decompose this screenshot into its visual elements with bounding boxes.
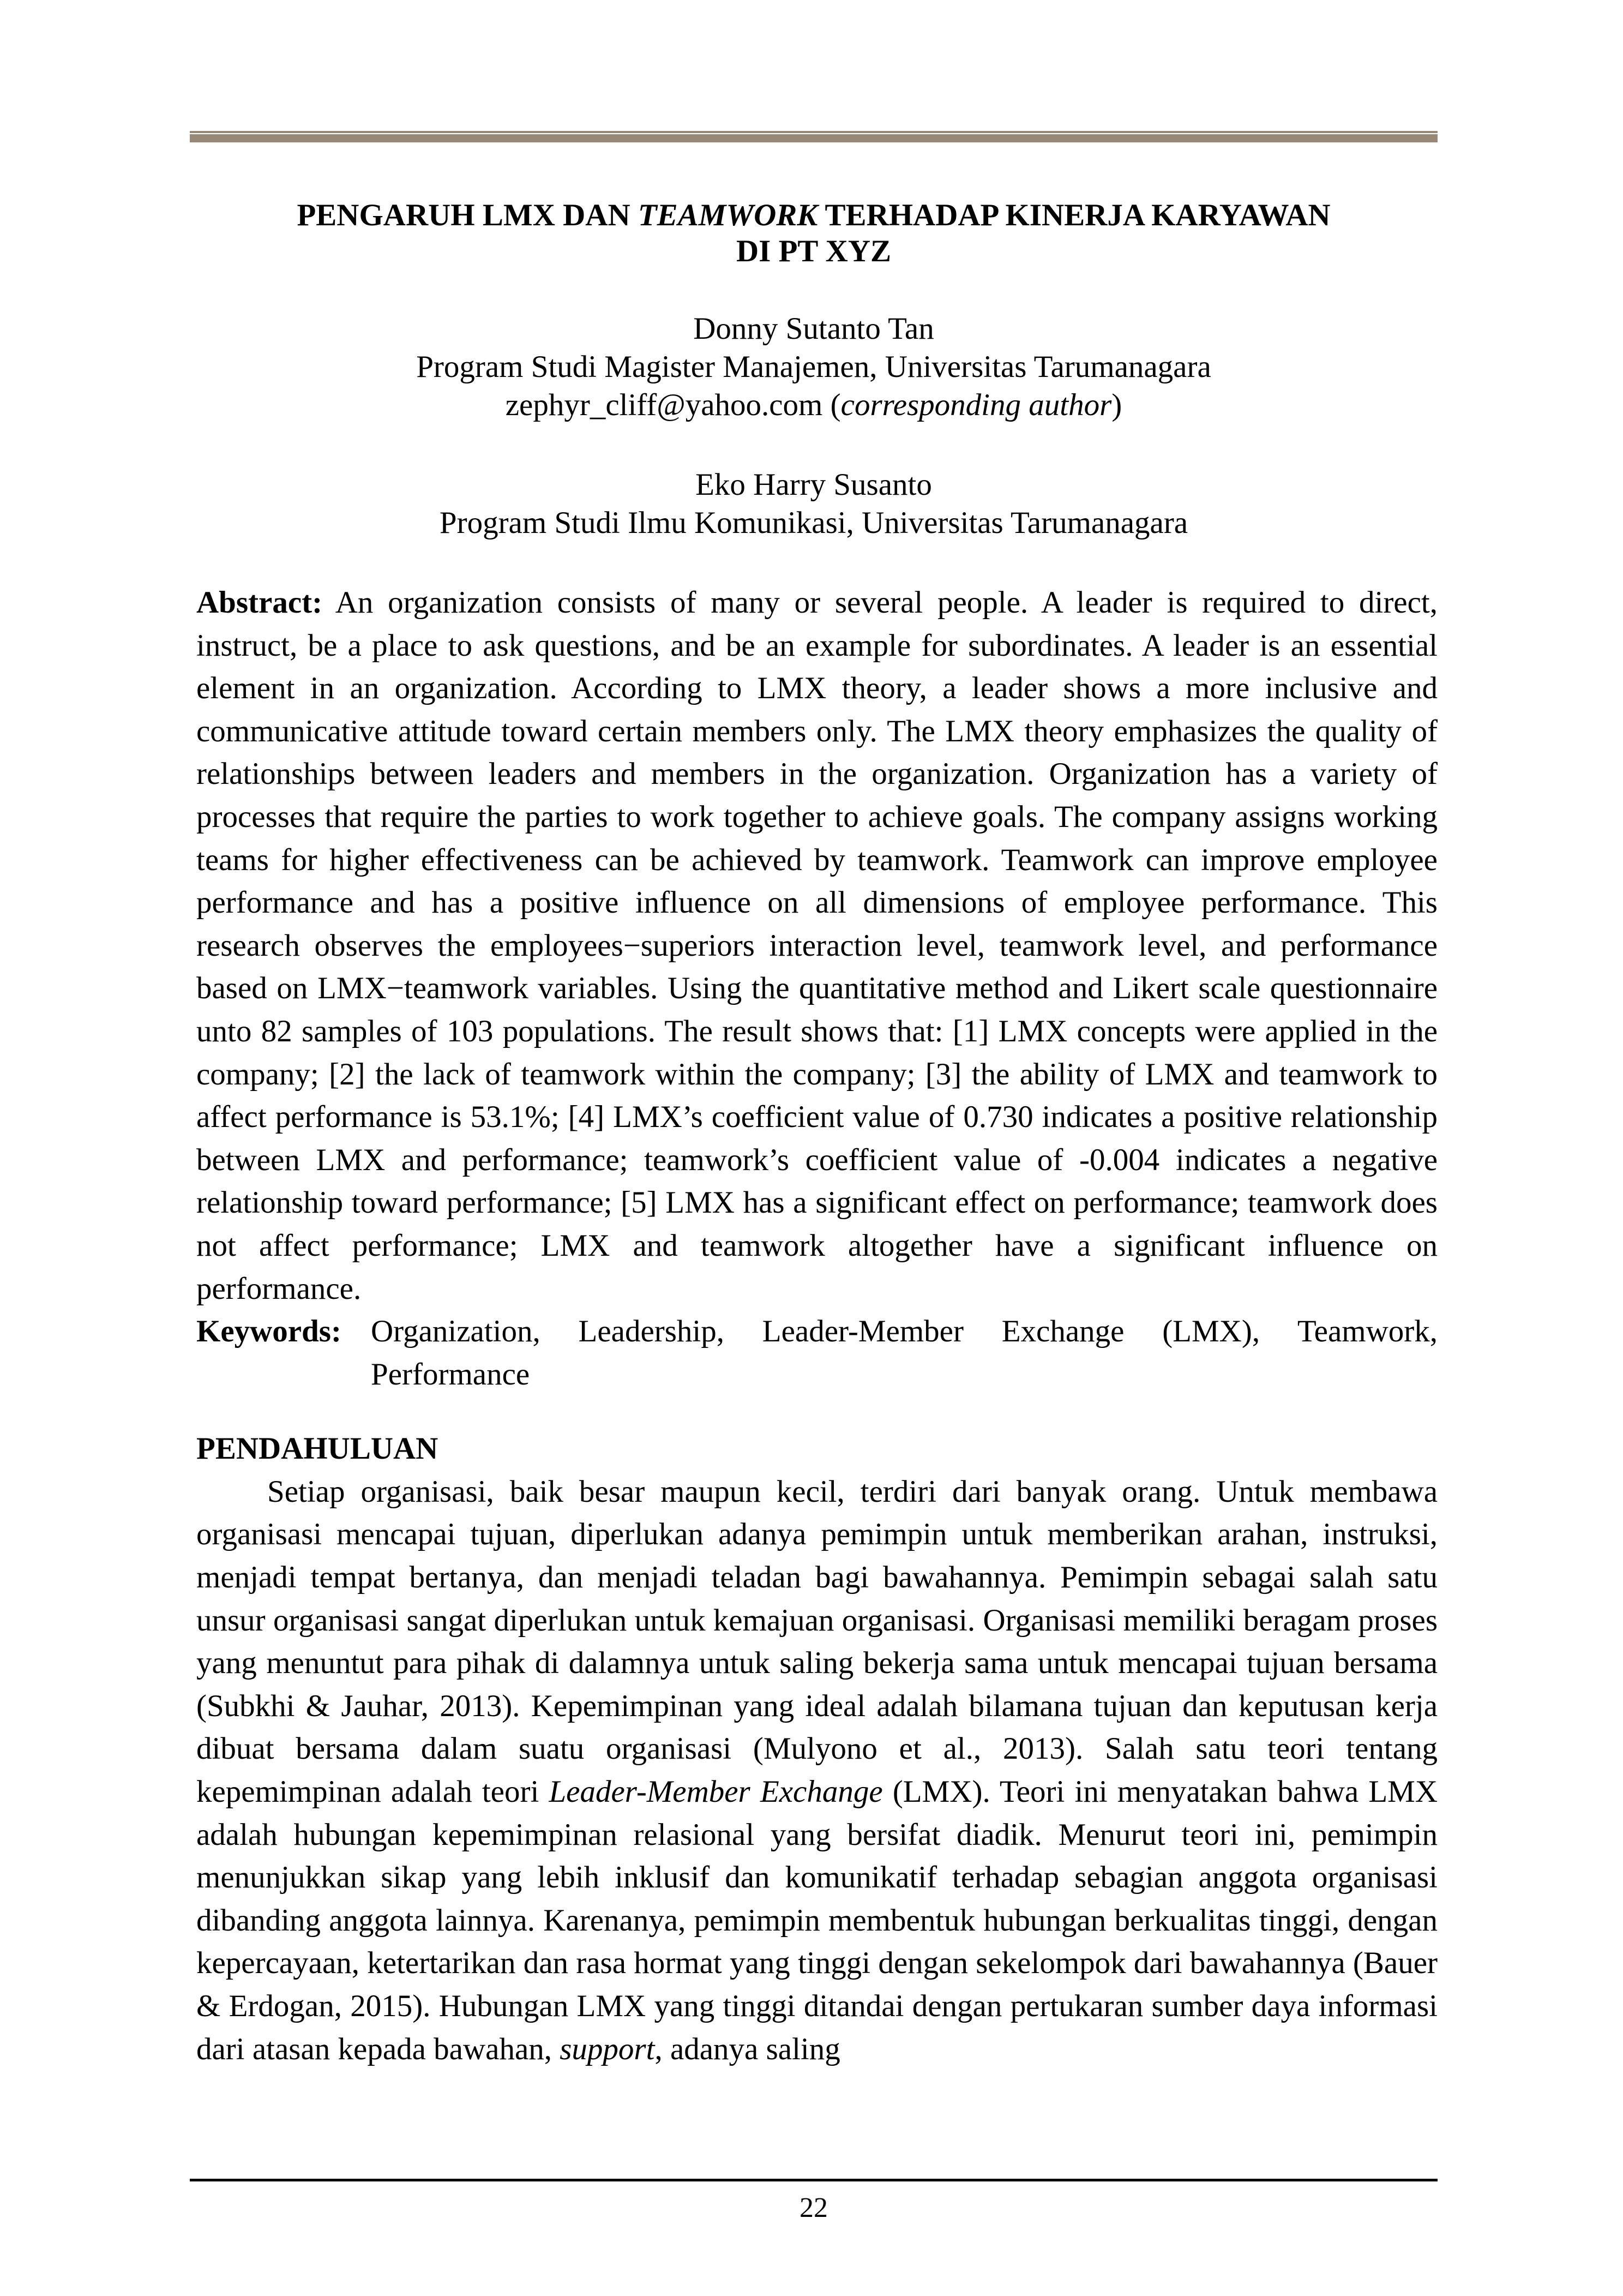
italic-term: support xyxy=(560,2031,655,2066)
page-number: 22 xyxy=(800,2192,828,2223)
abstract-text: An organization consists of many or several people. A leader is required to direct, instruct, be a place to ask questions, and be an example for subordinates. A leader is an essential element in an organization. According to LMX theory, a leader shows a more inclusive and communicative attitude toward certain members only. The LMX theory emphasizes the quality of relationships between leaders and members in the organization. Organization has a variety of processes that require the parties to work together to achieve goals. The company assigns working teams for higher effectiveness can be achieved by teamwork. Teamwork can improve employee performance and has a positive influence on all dimensions of employee performance. This research observes the employees−superiors interaction level, teamwork level, and performance based on LMX−teamwork variables. Using the quantitative method and Likert scale questionnaire unto 82 samples of 103 populations. The result shows that: [1] LMX concepts were applied in the company; [2] the lack of teamwork within the company; [3] the ability of LMX and teamwork to affect performance is 53.1%; [4] LMX’s coefficient value of 0.730 indicates a positive relationship between LMX and performance; teamwork’s coefficient value of -0.004 indicates a negative relationship toward performance; [5] LMX has a significant effect on performance; teamwork does not affect performance; LMX and teamwork altogether have a significant influence on performance. xyxy=(196,585,1438,1306)
title-line-2: DI PT XYZ xyxy=(736,234,891,268)
body-paragraph: Setiap organisasi, baik besar maupun kecil, terdiri dari banyak orang. Untuk membawa organisasi mencapai tujuan, diperlukan adanya pemimpin untuk memberikan arahan, instruksi, menjadi tempat bertanya, dan menjadi teladan bagi bawahannya. Pemimpin sebagai salah satu unsur organisasi sangat diperlukan untuk kemajuan organisasi. Organisasi memiliki beragam proses yang menuntut para pihak di dalamnya untuk saling bekerja sama untuk mencapai tujuan bersama (Subkhi & Jauhar, 2013). Kepemimpinan yang ideal adalah bilamana tujuan dan keputusan kerja dibuat bersama dalam suatu organisasi (Mulyono et al., 2013). Salah satu teori tentang kepemimpinan adalah teori Leader-Member Exchange (LMX). Teori ini menyatakan bahwa LMX adalah hubungan kepemimpinan relasional yang bersifat diadik. Menurut teori ini, pemimpin menunjukkan sikap yang lebih inklusif dan komunikatif terhadap sebagian anggota organisasi dibanding anggota lainnya. Karenanya, pemimpin membentuk hubungan berkualitas tinggi, dengan kepercayaan, ketertarikan dan rasa hormat yang tinggi dengan sekelompok dari bawahannya (Bauer & Erdogan, 2015). Hubungan LMX yang tinggi ditandai dengan pertukaran sumber daya informasi dari atasan kepada bawahan, support, adanya saling xyxy=(196,1474,1438,2066)
author-email-line: zephyr_cliff@yahoo.com (corresponding author) xyxy=(505,388,1122,422)
italic-term: Leader-Member Exchange xyxy=(549,1775,883,1809)
header-rule-thick xyxy=(190,134,1438,142)
author-spacer xyxy=(190,424,1438,466)
abstract-label: Abstract: xyxy=(196,585,323,620)
title-italic-word: TEAMWORK xyxy=(638,198,818,232)
author-name: Donny Sutanto Tan xyxy=(693,311,934,346)
main-content xyxy=(196,582,1438,2071)
section-heading-pendahuluan: PENDAHULUAN xyxy=(196,1431,438,1466)
author-name: Eko Harry Susanto xyxy=(695,467,932,502)
abstract xyxy=(196,582,1438,1310)
keywords-text: Organization, Leadership, Leader-Member Exchange (LMX), Teamwork, Performance xyxy=(371,1314,1438,1392)
paper-title xyxy=(190,197,1438,269)
keywords xyxy=(196,1310,1438,1396)
footer-rule xyxy=(190,2179,1438,2181)
header-rule-thin xyxy=(190,131,1438,133)
author-affiliation: Program Studi Magister Manajemen, Universitas Tarumanagara xyxy=(416,350,1211,384)
author-block xyxy=(190,310,1438,542)
title-line-1: PENGARUH LMX DAN TEAMWORK TERHADAP KINERJA KARYAWAN xyxy=(297,198,1331,232)
author-affiliation: Program Studi Ilmu Komunikasi, Universitas Tarumanagara xyxy=(439,506,1188,540)
author-email[interactable]: zephyr_cliff@yahoo.com xyxy=(505,388,823,422)
corresponding-author-note: corresponding author xyxy=(840,388,1112,422)
keywords-label: Keywords: xyxy=(196,1314,341,1349)
